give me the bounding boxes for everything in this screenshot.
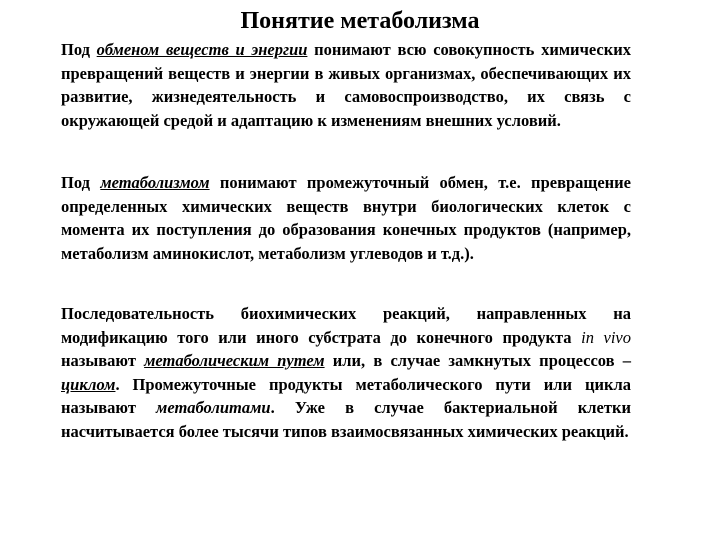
p3-text-e: . Уже в случае бактериальной клетки насчитывается более тысячи типов взаимосвязанных химических реакций.: [61, 398, 631, 441]
p3-text-c: или, в случае замкнутых процессов –: [324, 351, 631, 371]
p1-text-post: понимают всю совокупность химических превращений веществ и энергии в живых организмах, обеспечивающих их развитие, жизнедеятельность и самовоспроизводство, их связь с окружающей средой и адаптацию к изменениям внешних условий.: [61, 40, 631, 130]
term-metabolism-and-energy: обменом веществ и энергии: [96, 40, 308, 59]
term-metabolic-pathway: метаболическим путем: [144, 351, 325, 371]
paragraph-metabolism-definition: [61, 38, 631, 132]
p3-text-d: . Промежуточные продукты метаболического пути или цикла называют: [61, 374, 631, 418]
paragraph-metabolic-pathway: [61, 302, 631, 444]
p1-text-pre: Под: [61, 40, 97, 59]
slide-title: Понятие метаболизма: [240, 8, 480, 34]
term-metabolism: метаболизмом: [100, 173, 210, 192]
term-cycle: циклом: [61, 374, 116, 394]
p2-text-pre: Под: [61, 173, 101, 192]
paragraph-intermediate-metabolism: [61, 171, 631, 265]
term-in-vivo: in vivo: [581, 327, 631, 347]
p3-text-a: Последовательность биохимических реакций, направленных на модификацию того или иного субстрата до конечного продукта: [61, 304, 631, 347]
p3-text-b: называют: [61, 351, 145, 371]
p2-text-post: понимают промежуточный обмен, т.е. превращение определенных химических веществ внутри биологических клеток с момента их поступления до образования конечных продуктов (например, метаболизм аминокислот, метаболизм углеводов и т.д.).: [61, 173, 631, 263]
term-metabolites: метаболитами: [156, 398, 271, 418]
